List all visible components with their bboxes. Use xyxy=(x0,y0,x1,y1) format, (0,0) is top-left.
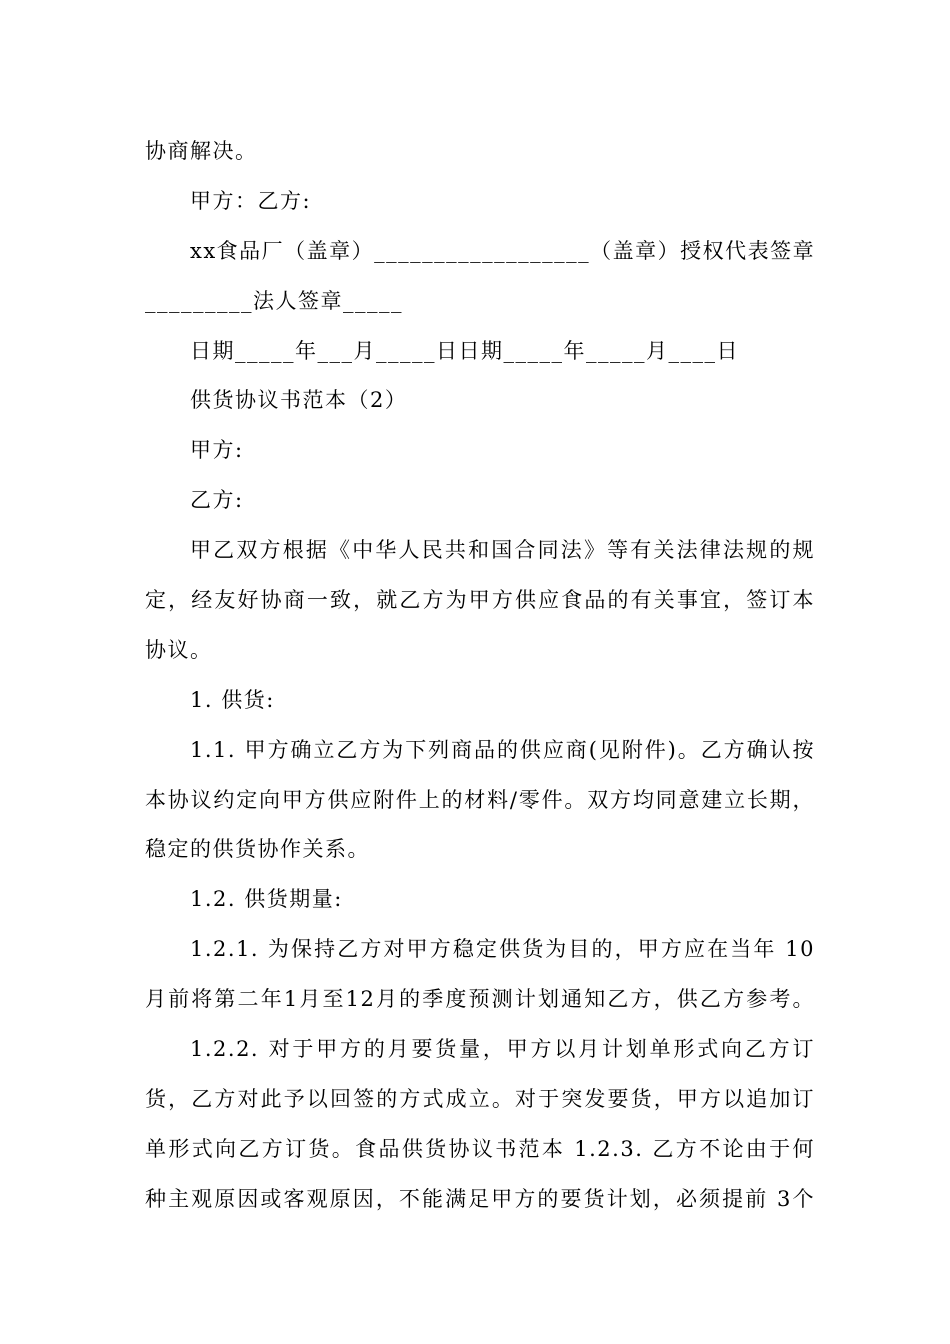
clause-line: 1.2.2. 对于甲方的月要货量，甲方以月计划单形式向乙方订 xyxy=(190,1037,815,1061)
clause-line: 货，乙方对此予以回签的方式成立。对于突发要货，甲方以追加订 xyxy=(145,1087,815,1111)
text-line: 甲方：乙方: xyxy=(190,189,312,213)
clause-line: 单形式向乙方订货。食品供货协议书范本 1.2.3. 乙方不论由于何 xyxy=(145,1137,815,1161)
clause-line: 1.2.1. 为保持乙方对甲方稳定供货为目的，甲方应在当年 10 xyxy=(190,937,815,961)
signature-line: _________法人签章_____ xyxy=(145,289,403,313)
party-b-line: 乙方: xyxy=(190,488,244,512)
clause-line: 1.1. 甲方确立乙方为下列商品的供应商(见附件)。乙方确认按 xyxy=(190,738,815,762)
clause-heading: 1.2. 供货期量: xyxy=(190,887,343,911)
signature-line: xx食品厂（盖章）__________________（盖章）授权代表签章 xyxy=(190,239,816,263)
date-line: 日期_____年___月_____日日期_____年_____月____日 xyxy=(190,339,739,363)
paragraph-line: 协议。 xyxy=(145,638,213,662)
clause-heading: 1. 供货: xyxy=(190,688,275,712)
clause-line: 本协议约定向甲方供应附件上的材料/零件。双方均同意建立长期， xyxy=(145,788,815,812)
clause-line: 月前将第二年1月至12月的季度预测计划通知乙方，供乙方参考。 xyxy=(145,987,815,1011)
clause-line: 稳定的供货协作关系。 xyxy=(145,837,370,861)
paragraph-line: 甲乙双方根据《中华人民共和国合同法》等有关法律法规的规 xyxy=(190,538,815,562)
party-a-line: 甲方: xyxy=(190,438,244,462)
text-line: 协商解决。 xyxy=(145,139,258,163)
clause-line: 种主观原因或客观原因，不能满足甲方的要货计划，必须提前 3个 xyxy=(145,1187,815,1211)
paragraph-line: 定，经友好协商一致，就乙方为甲方供应食品的有关事宜，签订本 xyxy=(145,588,815,612)
section-title: 供货协议书范本（2） xyxy=(190,388,408,412)
